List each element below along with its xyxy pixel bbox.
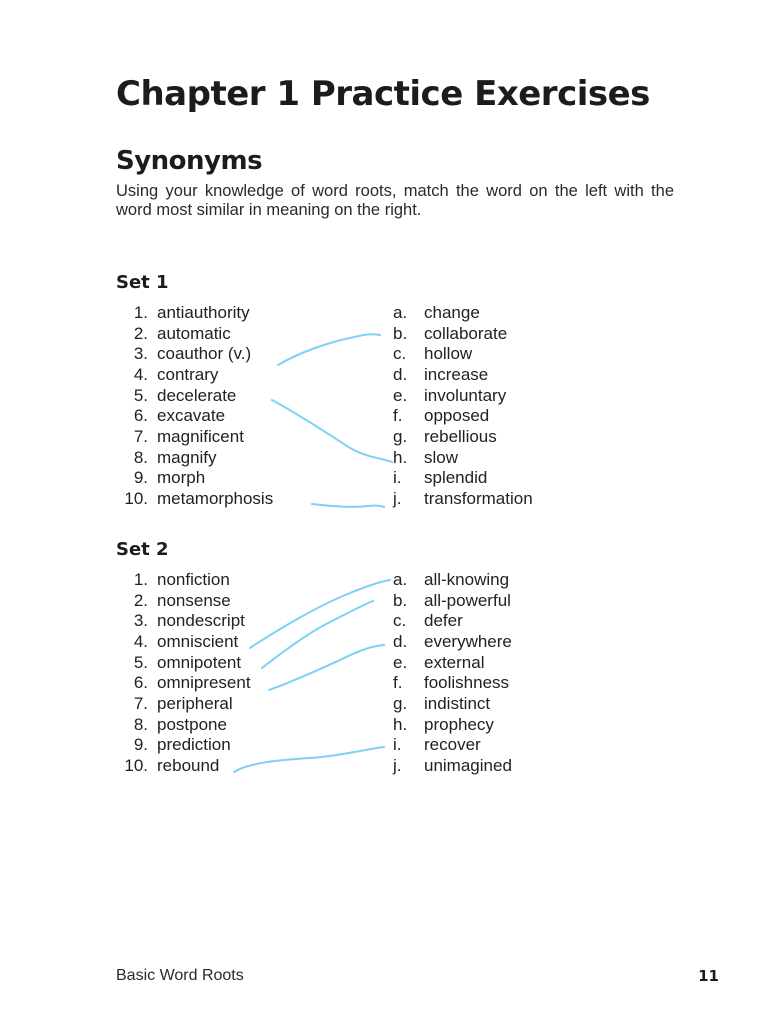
matching-row	[0, 756, 768, 777]
right-word: defer	[424, 611, 463, 631]
option-letter: i.	[393, 735, 402, 755]
matching-row	[0, 653, 768, 674]
right-word: opposed	[424, 406, 490, 426]
left-word: omniscient	[157, 631, 239, 651]
matching-row	[0, 427, 768, 448]
left-word: nonsense	[157, 590, 231, 610]
item-number: 9.	[133, 735, 148, 755]
right-word: change	[424, 303, 480, 322]
instructions-text: Using your knowledge of word roots, match the word on the left with the word most similar in meaning on the right.	[116, 182, 674, 219]
matching-row	[0, 386, 768, 407]
right-word: indistinct	[424, 693, 491, 713]
matching-row	[0, 591, 768, 612]
right-word: rebellious	[424, 426, 497, 446]
item-number: 6.	[133, 673, 148, 693]
item-number: 3.	[133, 611, 148, 631]
item-number: 1.	[133, 570, 148, 589]
option-letter: g.	[393, 693, 408, 713]
item-number: 2.	[133, 323, 148, 343]
footer-book-title: Basic Word Roots	[116, 967, 244, 984]
left-word: nonfiction	[157, 570, 230, 589]
left-word: prediction	[157, 735, 231, 755]
left-word: automatic	[157, 323, 231, 343]
right-word: external	[424, 652, 485, 672]
right-word: unimagined	[424, 755, 512, 775]
option-letter: c.	[393, 344, 407, 364]
right-word: all-knowing	[424, 570, 510, 589]
left-word: postpone	[157, 714, 227, 734]
item-number: 1.	[133, 303, 148, 322]
item-number: 5.	[133, 652, 148, 672]
right-word: transformation	[424, 488, 533, 508]
right-word: everywhere	[424, 631, 512, 651]
set-1-matching-list	[0, 303, 768, 510]
matching-row	[0, 448, 768, 469]
option-letter: h.	[393, 714, 408, 734]
right-word: all-powerful	[424, 590, 511, 610]
item-number: 2.	[133, 590, 148, 610]
matching-row	[0, 324, 768, 345]
option-letter: i.	[393, 468, 402, 488]
item-number: 8.	[133, 714, 148, 734]
item-number: 8.	[133, 447, 148, 467]
page-title: Chapter 1 Practice Exercises	[116, 74, 650, 114]
item-number: 3.	[133, 344, 148, 364]
page-number: 11	[698, 967, 719, 985]
option-letter: f.	[393, 673, 403, 693]
matching-row	[0, 489, 768, 510]
left-word: morph	[157, 468, 206, 488]
right-word: involuntary	[424, 385, 507, 405]
matching-row	[0, 365, 768, 386]
matching-row	[0, 632, 768, 653]
left-word: omnipotent	[157, 652, 242, 672]
item-number: 10.	[124, 755, 148, 775]
item-number: 4.	[133, 631, 148, 651]
set-2-title: Set 2	[116, 539, 169, 560]
left-word: decelerate	[157, 385, 237, 405]
option-letter: g.	[393, 426, 408, 446]
matching-row	[0, 570, 768, 591]
left-word: antiauthority	[157, 303, 250, 322]
right-word: hollow	[424, 344, 473, 364]
option-letter: j.	[393, 755, 402, 775]
right-word: prophecy	[424, 714, 494, 734]
option-letter: j.	[393, 488, 402, 508]
option-letter: f.	[393, 406, 403, 426]
option-letter: d.	[393, 364, 408, 384]
left-word: nondescript	[157, 611, 245, 631]
left-word: peripheral	[157, 693, 233, 713]
option-letter: c.	[393, 611, 407, 631]
right-word: slow	[424, 447, 459, 467]
left-word: coauthor (v.)	[157, 344, 252, 364]
left-word: magnify	[157, 447, 217, 467]
right-word: collaborate	[424, 323, 508, 343]
set-2-matching-list	[0, 570, 768, 777]
item-number: 5.	[133, 385, 148, 405]
item-number: 9.	[133, 468, 148, 488]
item-number: 6.	[133, 406, 148, 426]
right-word: foolishness	[424, 673, 510, 693]
option-letter: a.	[393, 570, 408, 589]
option-letter: e.	[393, 385, 408, 405]
option-letter: b.	[393, 590, 408, 610]
left-word: magnificent	[157, 426, 244, 446]
option-letter: b.	[393, 323, 408, 343]
matching-row	[0, 611, 768, 632]
right-word: splendid	[424, 468, 488, 488]
matching-row	[0, 673, 768, 694]
item-number: 4.	[133, 364, 148, 384]
left-word: contrary	[157, 364, 219, 384]
matching-row	[0, 303, 768, 324]
option-letter: a.	[393, 303, 408, 322]
item-number: 10.	[124, 488, 148, 508]
matching-row	[0, 344, 768, 365]
left-word: excavate	[157, 406, 226, 426]
matching-row	[0, 406, 768, 427]
option-letter: h.	[393, 447, 408, 467]
right-word: increase	[424, 364, 489, 384]
item-number: 7.	[133, 426, 148, 446]
left-word: metamorphosis	[157, 488, 274, 508]
item-number: 7.	[133, 693, 148, 713]
section-title: Synonyms	[116, 146, 263, 176]
set-1-title: Set 1	[116, 272, 169, 293]
matching-row	[0, 468, 768, 489]
matching-row	[0, 715, 768, 736]
left-word: omnipresent	[157, 673, 251, 693]
matching-row	[0, 694, 768, 715]
matching-row	[0, 735, 768, 756]
left-word: rebound	[157, 755, 220, 775]
right-word: recover	[424, 735, 481, 755]
option-letter: e.	[393, 652, 408, 672]
option-letter: d.	[393, 631, 408, 651]
